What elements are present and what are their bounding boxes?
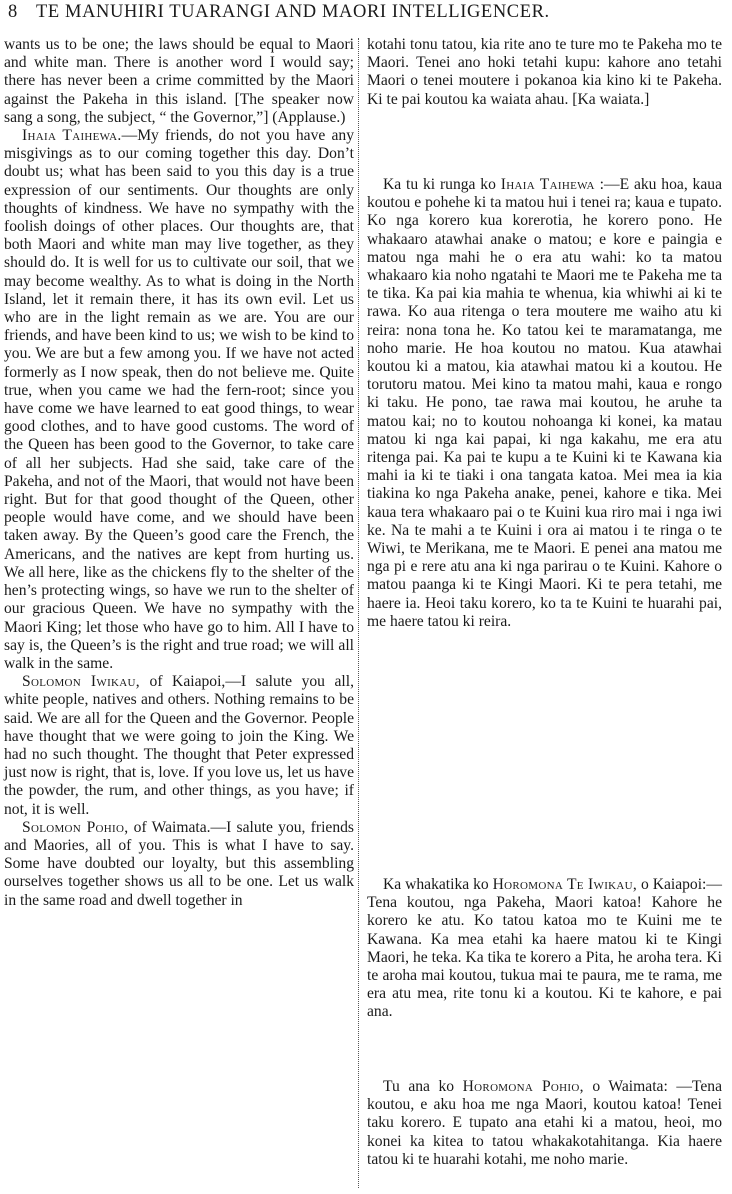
speaker-name: Solomon Iwikau, [22, 673, 140, 691]
english-paragraph-2 [4, 127, 354, 673]
maori-block-4 [367, 1078, 722, 1169]
page-number: 8 [8, 2, 18, 22]
speaker-name: Solomon Pohio, [22, 818, 129, 836]
english-paragraph-3 [4, 673, 354, 819]
lead-text: Tu ana ko [383, 1078, 463, 1095]
maori-paragraph-3 [367, 876, 722, 1022]
column-divider [358, 38, 359, 1188]
speech-text: :—E aku hoa, kaua koutou e pohehe ki ta matou hui i tenei ra; kaua e tupato. Ko nga korero kua korerotia, he korero pono. He whakaaro atawhai anake o matou; e kore e paingia e matou nga mahi he o era atu wahi: ko ta matou whakaaro kia noho ngatahi te Maori me te Pakeha me ta te tika. Ka pai kia mahia te whenua, kia whiwhi ai ki te rawa. Ko aua ritenga o tera moutere me waiho atu ki reira: nona tona he. Ko tatou kei te maramatanga, me noho marie. He hoa koutou no matou. Kua atawhai koutou ki a matou, kia atawhai matou ki a koutou. He torutoru matou. Mei kino ta matou mahi, kaua e rongo ki taku. He pono, tae rawa mai koutou, he aruhe ta matou kai; no to koutou nohoanga ki konei, ka matau matou ki nga kai papai, ki nga kakahu, me era atu ritenga pai. Ka pai te kupu a te Kuini ki te Kawana kia mahi ia ki te tiaki i ona tangata katoa. Mei mea ia kia tiakina ko nga Pakeha anake, penei, kahore e tika. Mei kaua tera whakaaro pai o te Kuini kua riro mai i nga iwi ke. Na te mahi a te Kuini i ora ai matou i te ringa o te Wiwi, te Merikana, me te Maori. E penei ana matou me nga pi e rere atu ana ki nga parirau o te Kuini. Kahore o matou paanga ki te Kingi Maori. Ki te pera tetahi, me haere ia. Heoi taku korero, ko ta te Kuini te huarahi pai, me haere tatou ki reira. [367, 176, 722, 630]
lead-text: Ka whakatika ko [383, 876, 493, 893]
speech-text: —My friends, do not you have any misgivings as to our coming together this day. Don’t doubt us; what has been said to you this day is a true expression of our sentiments. Our thoughts are only thoughts of kindness. We have no sympathy with the foolish doings of other places. Our thoughts are, that both Maori and white man may live together, as they should do. It is well for us to cultivate our soil, that we may become wealthy. As to what is doing in the North Island, let it remain there, it has its own evil. Let us who are in the light remain as we are. You are our friends, and have been kind to us; we wish to be kind to you. We are but a few among you. If we have not acted formerly as I now speak, then do not believe me. Quite true, when you came we had the fern-root; since you have come we have learned to eat good things, to wear good clothes, and to have good customs. The word of the Queen has been good to the Governor, to take care of all her subjects. Had she said, take care of the Pakeha, and not of the Maori, that would not have been right. But for that good thought of the Queen, other people would have come, and we should have been taken away. By the Queen’s good care the French, the Americans, and the natives are kept from hurting us. We all here, like as the chickens fly to the shelter of the hen’s protecting wings, so have we run to the shelter of our gracious Queen. We have no sympathy with the Maori King; let those who have go to him. All I have to say is, the Queen’s is the right and true road; we will all walk in the same. [4, 127, 354, 672]
speech-text: o Kaiapoi:—Tena koutou, nga Pakeha, Maori katoa! Kahore he korero ke atu. Ko tatou katoa mo te Kuini me te Kawana. Ka mea etahi ka haere matou ki te Kingi Maori, he teka. Ka tika te korero a Pita, he aroha tera. Ki te aroha mai koutou, tukua mai te paura, me te rama, me era atu mea, rite tonu ki a koutou. Ki te kahore, e pai ana. [367, 876, 722, 1021]
speaker-name: Horomona Te Iwikau, [492, 876, 638, 893]
maori-paragraph-1: kotahi tonu tatou, kia rite ano te ture mo te Pakeha mo te Maori. Tenei ano hoki tetahi kupu: kahore ano tetahi Maori o tenei moutere i pokanoa kia kino ki te Pakeha. Ki te pai koutou ka waiata ahau. [Ka waiata.] [367, 36, 722, 108]
speech-text: of Kaiapoi,—I salute you all, white people, natives and others. Nothing remains to be said. We are all for the Queen and the Governor. People have thought that we were going to join the King. We had no such thought. The thought that Peter expressed just now is right, that is, love. If you love us, let us have the powder, the rum, and other things, as you have; if not, it is well. [4, 673, 354, 818]
maori-block-2 [367, 176, 722, 631]
maori-paragraph-2 [367, 176, 722, 631]
speaker-name: Ihaia Taihewa [500, 176, 595, 193]
page-header [6, 2, 726, 28]
journal-title: TE MANUHIRI TUARANGI AND MAORI INTELLIGENCER. [36, 2, 550, 22]
maori-paragraph-4 [367, 1078, 722, 1169]
speech-text: o Waimata: —Tena koutou, e aku hoa me nga Maori, koutou katoa! Tenei taku korero. E tupato ana etahi ki a matou, heoi, mo konei ka kitea to tatou whakakotahitanga. Kia haere tatou ki te huarahi kotahi, me noho marie. [367, 1078, 722, 1168]
speaker-name: Horomona Pohio, [462, 1078, 584, 1095]
speech-text: of Waimata.—I salute you, friends and Maories, all of you. This is what I have to say. Some have doubted our loyalty, but this assembling ourselves together shows us all to be one. Let us walk in the same road and dwell together in [4, 818, 354, 909]
english-column [4, 36, 354, 910]
maori-block-1 [367, 36, 722, 109]
speaker-name: Ihaia Taihewa. [22, 127, 122, 145]
maori-block-3 [367, 876, 722, 1022]
lead-text: Ka tu ki runga ko [383, 176, 501, 193]
english-paragraph-4 [4, 819, 354, 910]
english-paragraph-1: wants us to be one; the laws should be equal to Maori and white man. There is another word I would say; there has never been a crime committed by the Maori against the Pakeha in this island. [The speaker now sang a song, the subject, “ the Governor,”] (Applause.) [4, 36, 354, 126]
